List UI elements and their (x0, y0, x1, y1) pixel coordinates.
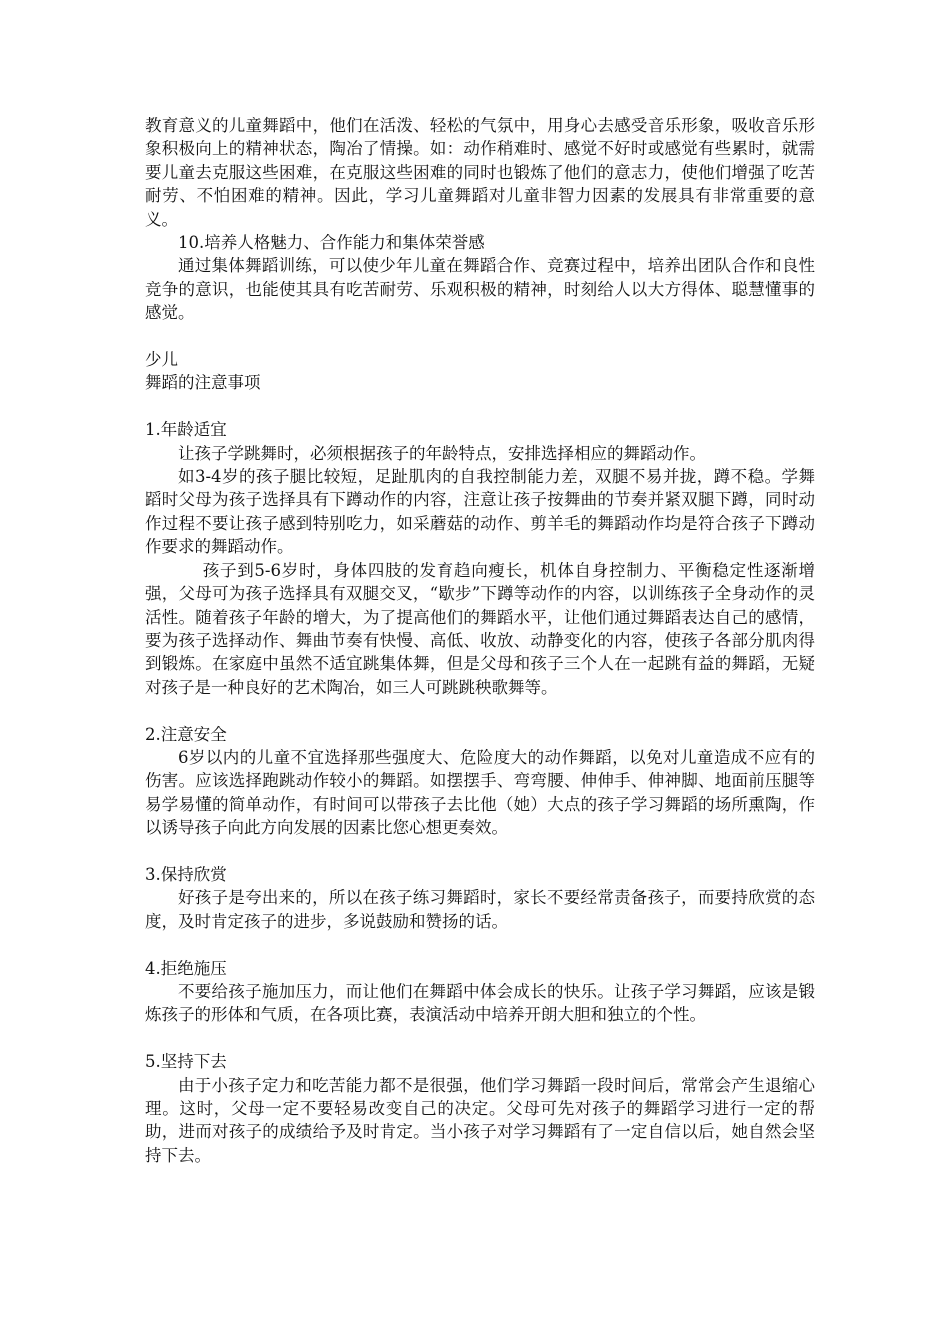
heading-age: 1.年龄适宜 (145, 420, 227, 440)
paragraph-age-2: 如3-4岁的孩子腿比较短，足趾肌肉的自我控制能力差，双腿不易并拢，蹲不稳。学舞蹈时父母为孩子选择具有下蹲动作的内容，注意让孩子按舞曲的节奏并紧双腿下蹲，同时动作过程不要让孩子感到特别吃力，如采蘑菇的动作、剪羊毛的舞蹈动作均是符合孩子下蹲动作要求的舞蹈动作。 (145, 467, 815, 557)
heading-safety: 2.注意安全 (145, 724, 227, 744)
title-line-1: 少儿 (145, 350, 178, 370)
blank-line (145, 395, 815, 418)
paragraph-safety: 6岁以内的儿童不宜选择那些强度大、危险度大的动作舞蹈，以免对儿童造成不应有的伤害。应该选择跑跳动作较小的舞蹈。如摆摆手、弯弯腰、伸伸手、伸神脚、地面前压腿等易学易懂的简单动作，有时间可以带孩子去比他（她）大点的孩子学习舞蹈的场所熏陶，作以诱导孩子向此方向发展的因素比您心想更奏效。 (145, 747, 815, 838)
section-heading-10: 10.培养人格魅力、合作能力和集体荣誉感 (178, 233, 485, 253)
blank-line (145, 325, 815, 348)
paragraph-intro-continued: 教育意义的儿童舞蹈中，他们在活泼、轻松的气氛中，用身心去感受音乐形象，吸收音乐形象积极向上的精神状态，陶冶了情操。如：动作稍难时、感觉不好时或感觉有些累时，就需要儿童去克服这些困难，在克服这些困难的同时也锻炼了他们的意志力，使他们增强了吃苦耐劳、不怕困难的精神。因此，学习儿童舞蹈对儿童非智力因素的发展具有非常重要的意义。 (145, 116, 815, 229)
paragraph-teamwork: 通过集体舞蹈训练，可以使少年儿童在舞蹈合作、竞赛过程中，培养出团队合作和良性竞争的意识，也能使其具有吃苦耐劳、乐观积极的精神，时刻给人以大方得体、聪慧懂事的感觉。 (145, 256, 815, 323)
paragraph-persist: 由于小孩子定力和吃苦能力都不是很强，他们学习舞蹈一段时间后，常常会产生退缩心理。这时，父母一定不要轻易改变自己的决定。父母可先对孩子的舞蹈学习进行一定的帮助，进而对孩子的成绩给予及时肯定。当小孩子对学习舞蹈有了一定自信以后，她自然会坚持下去。 (145, 1075, 815, 1165)
title-line-2: 舞蹈的注意事项 (145, 373, 261, 393)
document-page (145, 114, 815, 1167)
blank-line (145, 933, 815, 956)
heading-no-pressure: 4.拒绝施压 (145, 958, 227, 978)
blank-line (145, 699, 815, 722)
paragraph-age-3: 孩子到5-6岁时，身体四肢的发育趋向瘦长，机体自身控制力、平衡稳定性逐渐增强，父母可为孩子选择具有双腿交叉，“歇步”下蹲等动作的内容，以训练孩子全身动作的灵活性。随着孩子年龄的增大，为了提高他们的舞蹈水平，让他们通过舞蹈表达自己的感情，要为孩子选择动作、舞曲节奏有快慢、高低、收放、动静变化的内容，使孩子各部分肌肉得到锻炼。在家庭中虽然不适宜跳集体舞，但是父母和孩子三个人在一起跳有益的舞蹈，无疑对孩子是一种良好的艺术陶冶，如三人可跳跳秧歌舞等。 (145, 560, 815, 697)
blank-line (145, 840, 815, 863)
heading-appreciation: 3.保持欣赏 (145, 864, 227, 884)
paragraph-age-1: 让孩子学跳舞时，必须根据孩子的年龄特点，安排选择相应的舞蹈动作。 (178, 443, 706, 463)
paragraph-no-pressure: 不要给孩子施加压力，而让他们在舞蹈中体会成长的快乐。让孩子学习舞蹈，应该是锻炼孩子的形体和气质，在各项比赛，表演活动中培养开朗大胆和独立的个性。 (145, 981, 815, 1025)
paragraph-appreciation: 好孩子是夸出来的，所以在孩子练习舞蹈时，家长不要经常责备孩子，而要持欣赏的态度，及时肯定孩子的进步，多说鼓励和赞扬的话。 (145, 888, 815, 931)
blank-line (145, 1027, 815, 1050)
heading-persist: 5.坚持下去 (145, 1052, 227, 1072)
